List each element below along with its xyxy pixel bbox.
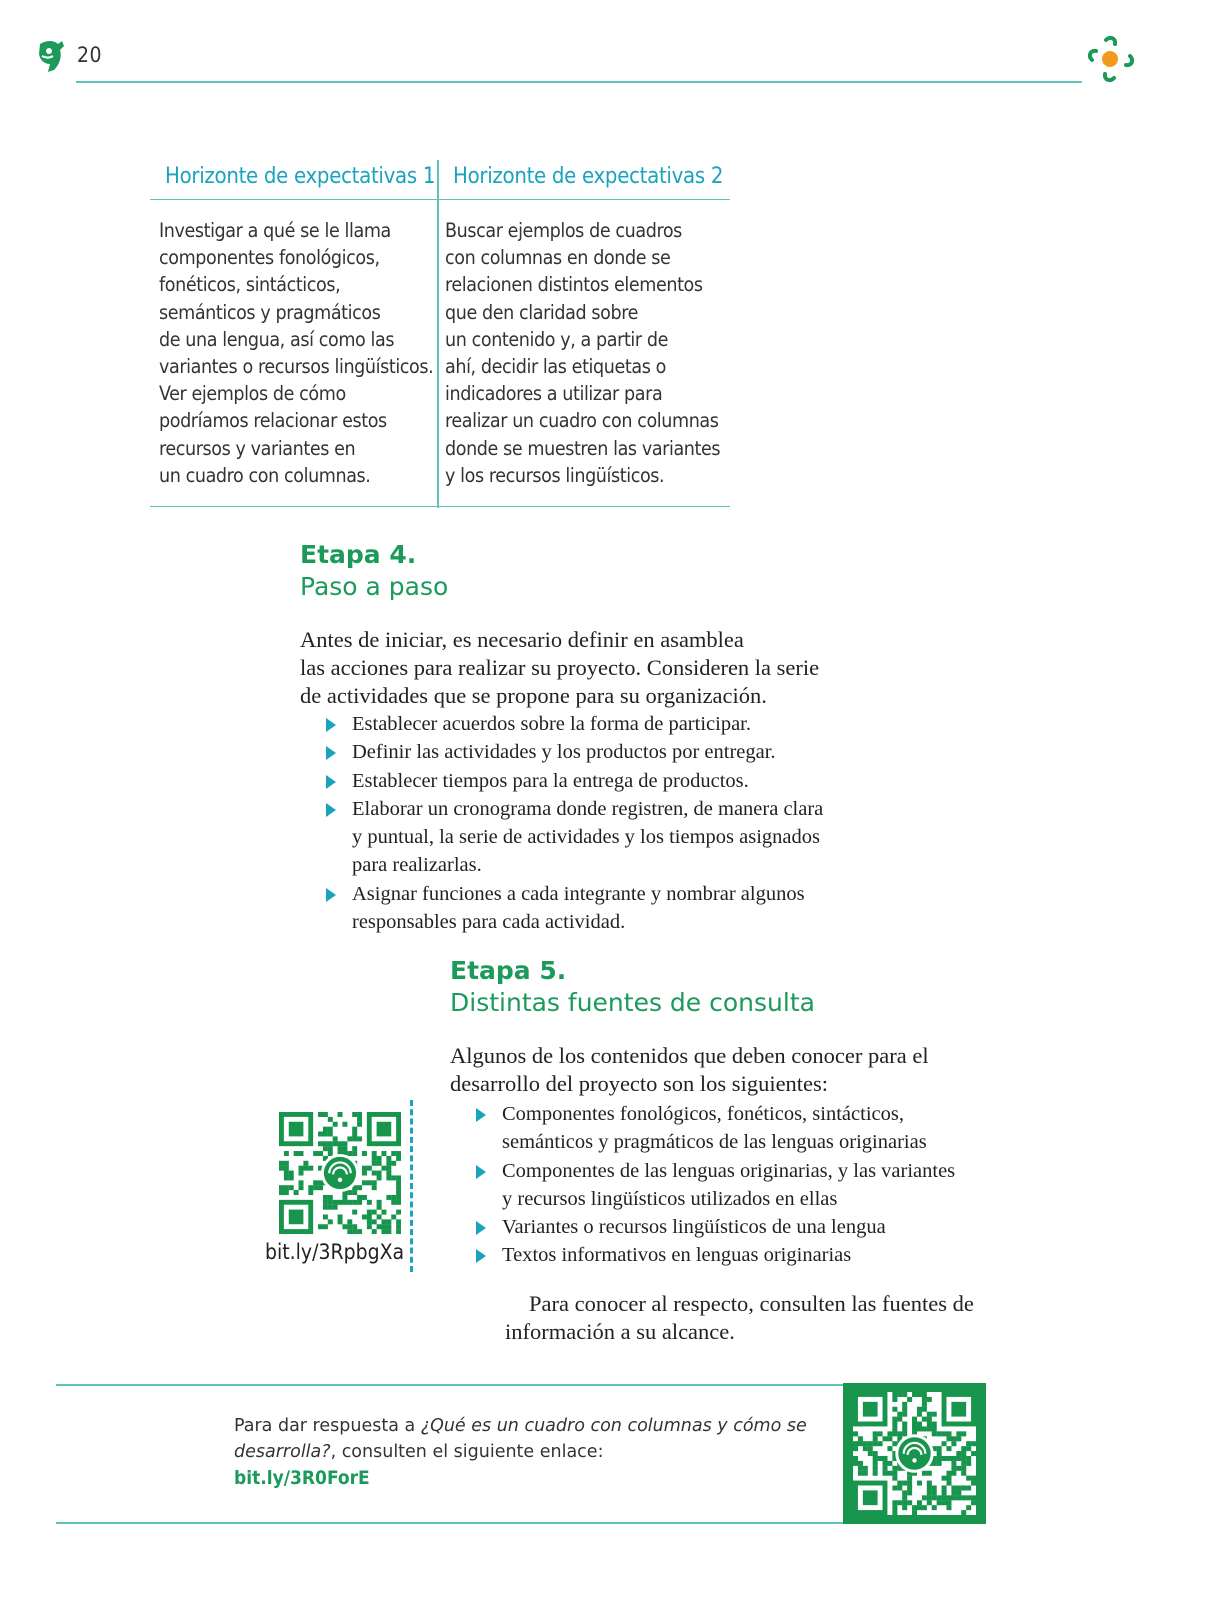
list-item bbox=[325, 710, 865, 738]
intro-line: Antes de iniciar, es necesario definir en asamblea bbox=[300, 627, 744, 652]
bullet-text: Definir las actividades y los productos por entregar. bbox=[352, 741, 776, 764]
bullet-triangle-icon bbox=[476, 1221, 486, 1235]
stage4-subtitle: Paso a paso bbox=[300, 572, 449, 601]
table-bottom-rule bbox=[150, 506, 730, 507]
qr-code-icon[interactable] bbox=[853, 1392, 976, 1515]
list-item bbox=[325, 795, 865, 880]
bullet-text: semánticos y pragmáticos de las lenguas originarias bbox=[502, 1131, 927, 1154]
intro-line: las acciones para realizar su proyecto. Consideren la serie bbox=[300, 655, 820, 680]
bullet-triangle-icon bbox=[476, 1249, 486, 1263]
info-box-link[interactable]: bit.ly/3R0ForE bbox=[234, 1467, 370, 1489]
bullet-triangle-icon bbox=[326, 746, 336, 760]
info-box-bottom-rule bbox=[56, 1522, 843, 1524]
bullet-text: para realizarlas. bbox=[352, 854, 482, 877]
bullet-triangle-icon bbox=[476, 1165, 486, 1179]
info-text-question: ¿Qué es un cuadro con columnas y cómo se desarrolla? bbox=[234, 1416, 807, 1462]
expectations-text-2: Buscar ejemplos de cuadros con columnas en donde se relacionen distintos elementos que den claridad sobre un contenido y, a partir de ahí, decidir las etiquetas o indicadores a utilizar para realizar un cuadro con columnas donde se muestren las variantes y los recursos lingüísticos. bbox=[445, 219, 721, 487]
bullet-triangle-icon bbox=[476, 1108, 486, 1122]
page-number: 20 bbox=[77, 43, 103, 67]
bullet-triangle-icon bbox=[326, 775, 336, 789]
info-text-suffix: , consulten el siguiente enlace: bbox=[330, 1442, 604, 1462]
info-box-top-rule bbox=[56, 1384, 843, 1386]
info-text-prefix: Para dar respuesta a bbox=[234, 1416, 421, 1436]
stage5-bullet-list bbox=[475, 1100, 995, 1270]
stage4-title: Etapa 4. bbox=[300, 540, 417, 569]
bullet-triangle-icon bbox=[326, 888, 336, 902]
bullet-text: responsables para cada actividad. bbox=[352, 911, 626, 934]
list-item bbox=[475, 1241, 995, 1269]
expectations-text-1: Investigar a qué se le llama componentes fonológicos, fonéticos, sintácticos, semánticos y pragmáticos de una lengua, así como las variantes o recursos lingüísticos. Ver ejemplos de cómo podríamos relacionar estos recursos y variantes en un cuadro con columnas. bbox=[159, 219, 434, 487]
stage5-subtitle: Distintas fuentes de consulta bbox=[450, 988, 815, 1017]
list-item bbox=[325, 738, 865, 766]
qr-link[interactable]: bit.ly/3RpbgXa bbox=[265, 1240, 405, 1264]
bullet-text: Componentes de las lenguas originarias, y las variantes bbox=[502, 1159, 956, 1182]
expectations-table bbox=[150, 160, 730, 508]
book-logo-icon bbox=[36, 38, 68, 74]
bullet-text: Establecer acuerdos sobre la forma de participar. bbox=[352, 713, 751, 735]
flower-logo-icon bbox=[1086, 34, 1138, 84]
bullet-text: Componentes fonológicos, fonéticos, sintácticos, bbox=[502, 1103, 904, 1125]
bullet-text: y recursos lingüísticos utilizados en ellas bbox=[502, 1187, 838, 1210]
info-box-text bbox=[234, 1413, 834, 1465]
list-item bbox=[475, 1100, 995, 1157]
bullet-text: Establecer tiempos para la entrega de productos. bbox=[352, 769, 749, 792]
list-item bbox=[325, 880, 865, 937]
list-item bbox=[325, 767, 865, 795]
bullet-text: Variantes o recursos lingüísticos de una lengua bbox=[502, 1216, 886, 1239]
intro-line: de actividades que se propone para su organización. bbox=[300, 683, 767, 708]
bullet-text: y puntual, la serie de actividades y los tiempos asignados bbox=[352, 826, 820, 849]
closing-line: información a su alcance. bbox=[505, 1319, 735, 1344]
expectations-heading-1: Horizonte de expectativas 1 bbox=[165, 164, 436, 189]
dashed-divider bbox=[410, 1100, 413, 1272]
qr-code-icon[interactable] bbox=[279, 1112, 401, 1234]
column-divider bbox=[437, 160, 439, 508]
header-rule-line bbox=[150, 199, 730, 200]
stage4-intro bbox=[300, 626, 860, 710]
expectations-heading-2: Horizonte de expectativas 2 bbox=[453, 164, 724, 189]
bullet-triangle-icon bbox=[326, 718, 336, 732]
closing-line: Para conocer al respecto, consulten las fuentes de bbox=[529, 1291, 974, 1316]
list-item bbox=[475, 1213, 995, 1241]
intro-line: Algunos de los contenidos que deben conocer para el bbox=[450, 1043, 929, 1068]
bullet-text: Asignar funciones a cada integrante y nombrar algunos bbox=[352, 882, 805, 905]
stage5-intro bbox=[450, 1042, 1010, 1098]
header-rule bbox=[76, 81, 1082, 83]
list-item bbox=[475, 1157, 995, 1214]
stage5-title: Etapa 5. bbox=[450, 956, 567, 985]
bullet-triangle-icon bbox=[326, 803, 336, 817]
stage5-closing bbox=[505, 1290, 1025, 1346]
stage4-bullet-list bbox=[325, 710, 865, 936]
bullet-text: Elaborar un cronograma donde registren, de manera clara bbox=[352, 797, 824, 820]
bullet-text: Textos informativos en lenguas originarias bbox=[502, 1244, 852, 1267]
intro-line: desarrollo del proyecto son los siguientes: bbox=[450, 1071, 829, 1096]
